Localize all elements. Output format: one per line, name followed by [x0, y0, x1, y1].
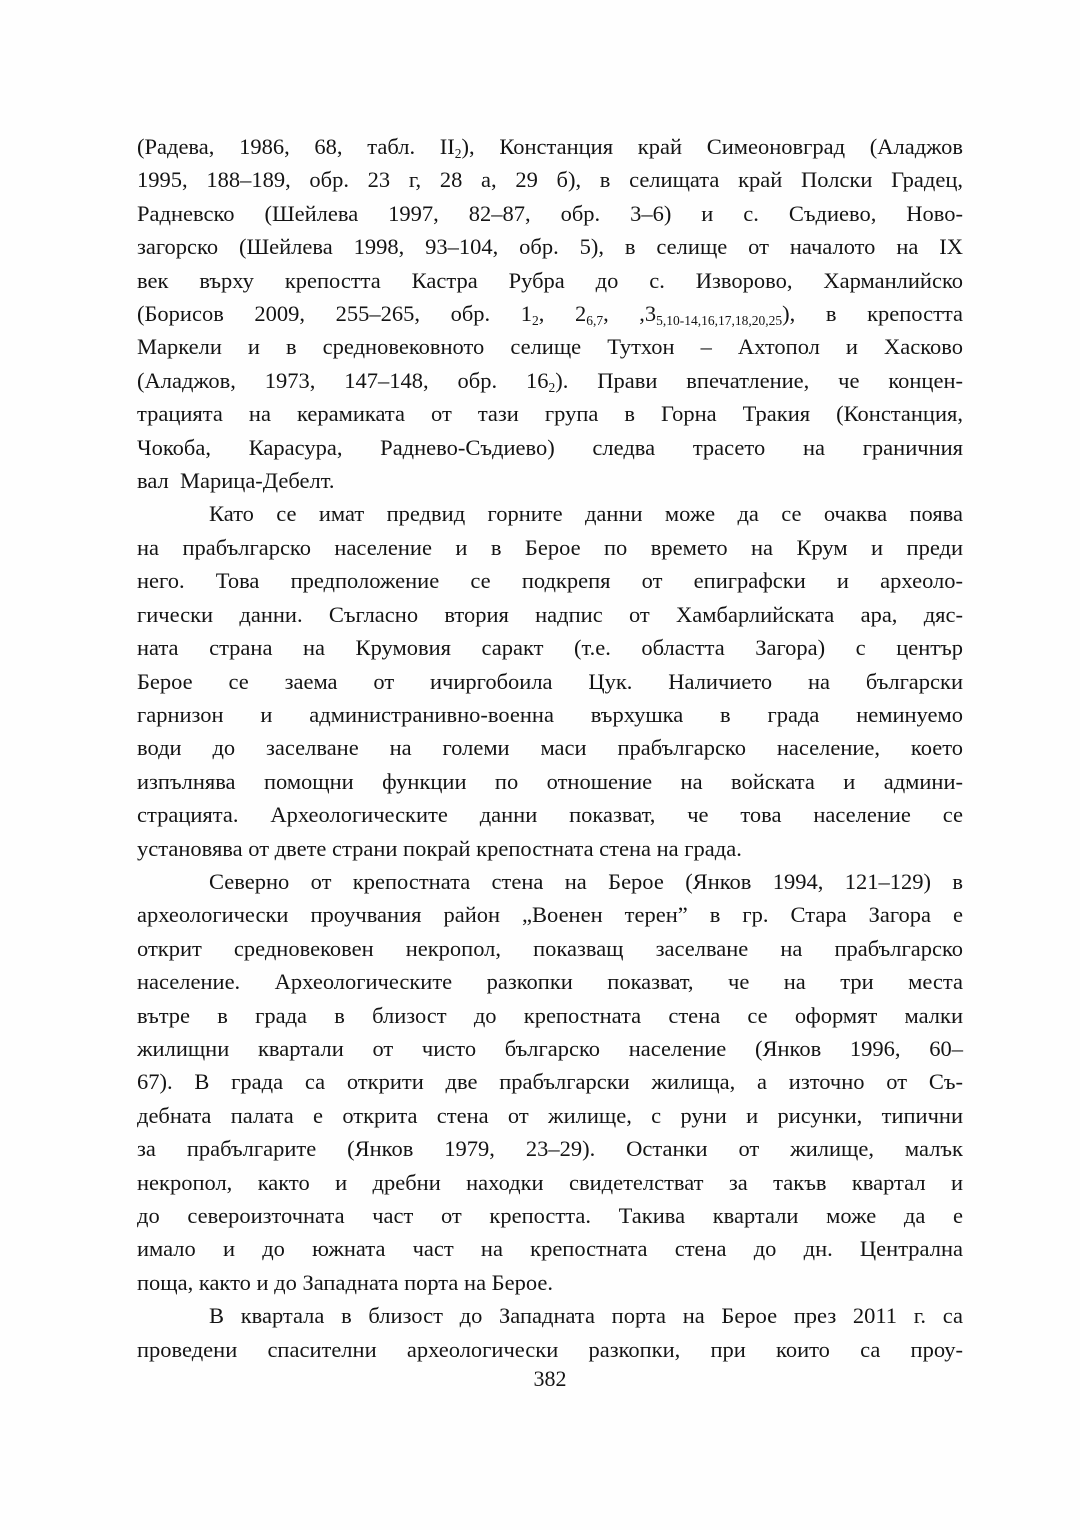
text-line: век върху крепостта Кастра Рубра до с. Изворово, Харманлийско	[137, 267, 963, 293]
text-line: 67). В града са открити две прабългарски жилища, а източно от Съ-	[137, 1069, 963, 1095]
text-line: страцията. Археологическите данни показват, че това население се	[137, 802, 963, 828]
text-line: трацията на керамиката от тази група в Горна Тракия (Констанция,	[137, 401, 963, 427]
text-line: имало и до южната част на крепостната стена до дн. Централна	[137, 1236, 963, 1262]
text-line: некропол, както и дребни находки свидетелстват за такъв квартал и	[137, 1169, 963, 1195]
paragraph	[137, 497, 963, 864]
text-line: вътре в града в близост до крепостната стена се оформят малки	[137, 1002, 963, 1028]
text-line: Като се имат предвид горните данни може да се очаква поява	[209, 501, 963, 527]
text-line: вал Марица-Дебелт.	[137, 468, 335, 494]
text-line: открит средновековен некропол, показващ заселване на прабългарско	[137, 935, 963, 961]
text-line: население. Археологическите разкопки показват, че на три места	[137, 969, 963, 995]
text-line: Маркели и в средновековното селище Тутхон – Ахтопол и Хасково	[137, 334, 963, 360]
text-line: води до заселване на големи маси прабългарско население, което	[137, 735, 963, 761]
text-line: 1995, 188–189, обр. 23 г, 28 а, 29 б), в селищата край Полски Градец,	[137, 167, 963, 193]
paragraph	[137, 865, 963, 1299]
text-line: В квартала в близост до Западната порта на Берое през 2011 г. са	[209, 1303, 963, 1329]
subscript: 5,10-14,16,17,18,20,25	[656, 313, 783, 329]
text-line: жилищни квартали от чисто българско население (Янков 1996, 60–	[137, 1035, 963, 1061]
page-number: 382	[533, 1366, 567, 1391]
text-line: археологически проучвания район „Военен терен” в гр. Стара Загора е	[137, 902, 963, 928]
text-line: (Борисов 2009, 255–265, обр. $1_2$, $2_{6,7}$, $,3_{5,10-14,16,17,18,20,25}$), в крепостта	[137, 301, 964, 329]
text-line: проведени спасителни археологически разкопки, при които са проу-	[137, 1336, 963, 1362]
text-line: него. Това предположение се подкрепя от епиграфски и археоло-	[137, 568, 963, 594]
text-line: на прабългарско население и в Берое по времето на Крум и преди	[137, 534, 963, 560]
text-line: гарнизон и администранивно-военна върхушка в града неминуемо	[137, 701, 963, 727]
text-line: гически данни. Съгласно втория надпис от Хамбарлийската ара, дяс-	[137, 601, 963, 627]
paragraph	[137, 130, 963, 497]
text-line: загорско (Шейлева 1998, 93–104, обр. 5), в селище от началото на IX	[137, 234, 963, 260]
text-line: Чокоба, Карасура, Раднево-Съдиево) следва трасето на граничния	[137, 434, 963, 460]
paragraph	[137, 1299, 963, 1366]
text-line: (Аладжов, 1973, 147–148, обр. $16_2$). Прави впечатление, че концен-	[137, 367, 963, 395]
text-line: Радневско (Шейлева 1997, 82–87, обр. 3–6) и с. Съдиево, Ново-	[137, 200, 963, 226]
subscript: 6,7	[586, 313, 604, 329]
subscript: 2	[531, 313, 539, 329]
subscript: 2	[454, 146, 462, 162]
subscript: 2	[548, 379, 556, 395]
text-line: дебната палата е открита стена от жилище, с руни и рисунки, типични	[137, 1102, 963, 1128]
text-line: установява от двете страни покрай крепостната стена на града.	[137, 835, 742, 861]
text-line: изпълнява помощни функции по отношение на войската и админи-	[137, 768, 963, 794]
text-line: ната страна на Крумовия саракт (т.е. областта Загора) с център	[137, 635, 963, 661]
text-line: (Радева, 1986, 68, табл. $II_2$), Констанция край Симеоновград (Аладжов	[137, 134, 964, 162]
text-line: до североизточната част от крепостта. Такива квартали може да е	[137, 1203, 963, 1228]
text-line: за прабългарите (Янков 1979, 23–29). Останки от жилище, малък	[137, 1136, 963, 1162]
text-line: поща, както и до Западната порта на Берое.	[137, 1269, 553, 1295]
text-line: Берое се заема от ичиргобоила Цук. Наличието на български	[137, 668, 963, 694]
text-block	[137, 130, 963, 1366]
text-line: Северно от крепостната стена на Берое (Янков 1994, 121–129) в	[209, 868, 963, 894]
